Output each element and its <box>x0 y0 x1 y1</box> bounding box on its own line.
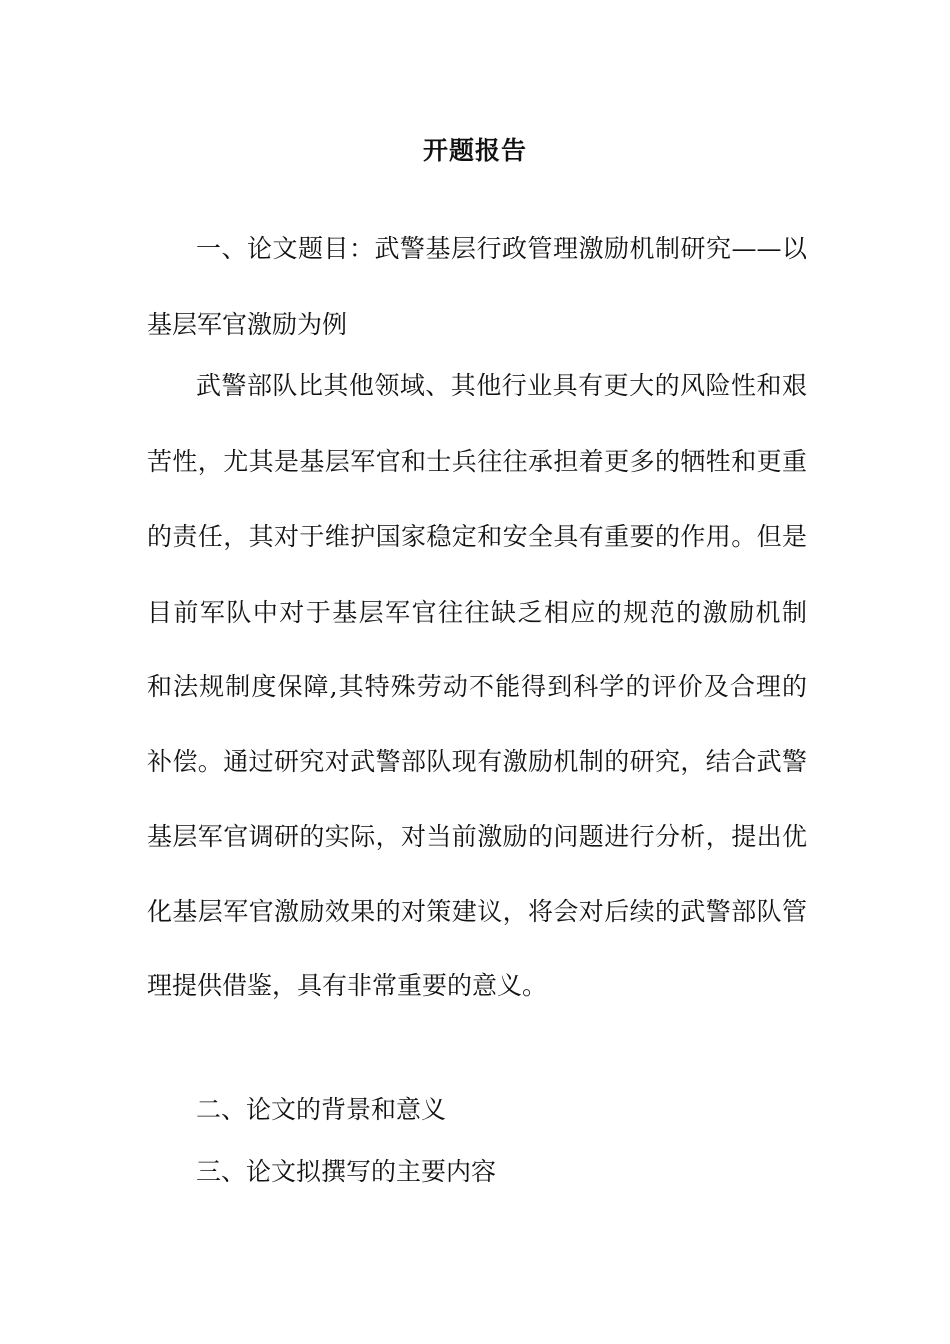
paragraph-line-4: 目前军队中对于基层军官往往缺乏相应的规范的激励机制 <box>147 598 807 627</box>
paragraph-line-8: 化基层军官激励效果的对策建议，将会对后续的武警部队管 <box>147 897 807 926</box>
paragraph-line-1: 武警部队比其他领域、其他行业具有更大的风险性和艰 <box>196 371 807 400</box>
paragraph-line-6: 补偿。通过研究对武警部队现有激励机制的研究，结合武警 <box>147 747 807 776</box>
section1-heading-line2: 基层军官激励为例 <box>147 310 348 339</box>
document-title: 开题报告 <box>422 136 527 165</box>
paragraph-line-5: 和法规制度保障,其特殊劳动不能得到科学的评价及合理的 <box>147 672 807 701</box>
section3-heading: 三、论文拟撰写的主要内容 <box>196 1157 497 1186</box>
paragraph-line-2: 苦性，尤其是基层军官和士兵往往承担着更多的牺牲和更重 <box>147 447 807 476</box>
paragraph-line-7: 基层军官调研的实际，对当前激励的问题进行分析，提出优 <box>147 822 807 851</box>
paragraph-line-3: 的责任，其对于维护国家稳定和安全具有重要的作用。但是 <box>147 522 807 551</box>
paragraph-line-9: 理提供借鉴，具有非常重要的意义。 <box>147 971 548 1000</box>
section1-heading-line1: 一、论文题目：武警基层行政管理激励机制研究——以 <box>196 234 807 263</box>
section2-heading: 二、论文的背景和意义 <box>196 1095 447 1124</box>
